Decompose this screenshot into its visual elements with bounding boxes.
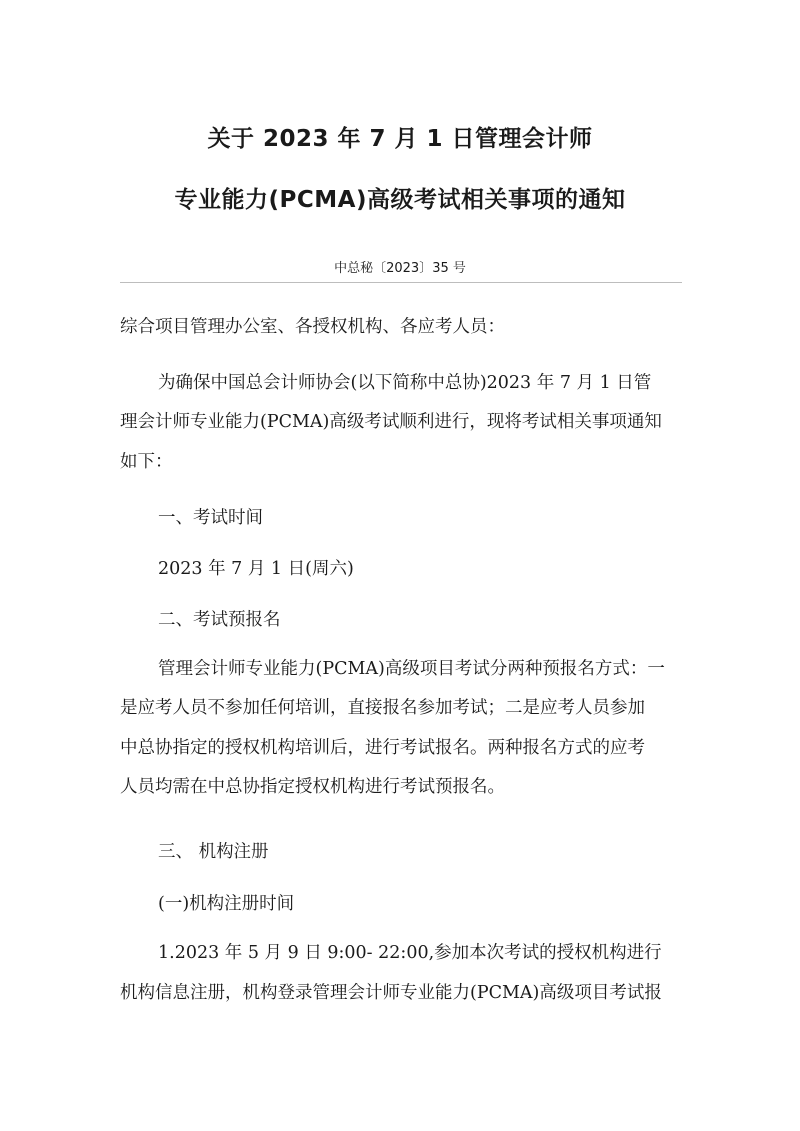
title-line-1: 关于 2023 年 7 月 1 日管理会计师 xyxy=(207,126,593,152)
title-line-2: 专业能力(PCMA)高级考试相关事项的通知 xyxy=(174,187,626,213)
section-heading: 一、考试时间 xyxy=(158,508,263,528)
body-line: 理会计师专业能力(PCMA)高级考试顺利进行，现将考试相关事项通知 xyxy=(120,412,662,432)
body-line: 为确保中国总会计师协会(以下简称中总协)2023 年 7 月 1 日管 xyxy=(158,373,652,393)
body-line: 2023 年 7 月 1 日(周六) xyxy=(158,559,354,579)
body-line: 机构信息注册，机构登录管理会计师专业能力(PCMA)高级项目考试报 xyxy=(120,983,662,1003)
subsection-heading: (一)机构注册时间 xyxy=(158,894,295,914)
header-divider xyxy=(120,282,682,283)
body-line: 管理会计师专业能力(PCMA)高级项目考试分两种预报名方式：一 xyxy=(158,659,665,679)
document-number: 中总秘〔2023〕35 号 xyxy=(334,261,466,276)
section-heading: 三、 机构注册 xyxy=(158,842,269,862)
body-line: 是应考人员不参加任何培训，直接报名参加考试；二是应考人员参加 xyxy=(120,698,645,718)
body-line: 如下： xyxy=(120,452,173,472)
body-line: 中总协指定的授权机构培训后，进行考试报名。两种报名方式的应考 xyxy=(120,738,645,758)
salutation: 综合项目管理办公室、各授权机构、各应考人员： xyxy=(120,317,505,337)
section-heading: 二、考试预报名 xyxy=(158,610,281,630)
body-line: 人员均需在中总协指定授权机构进行考试预报名。 xyxy=(120,777,505,797)
body-line: 1.2023 年 5 月 9 日 9:00- 22:00,参加本次考试的授权机构进行 xyxy=(158,943,662,963)
